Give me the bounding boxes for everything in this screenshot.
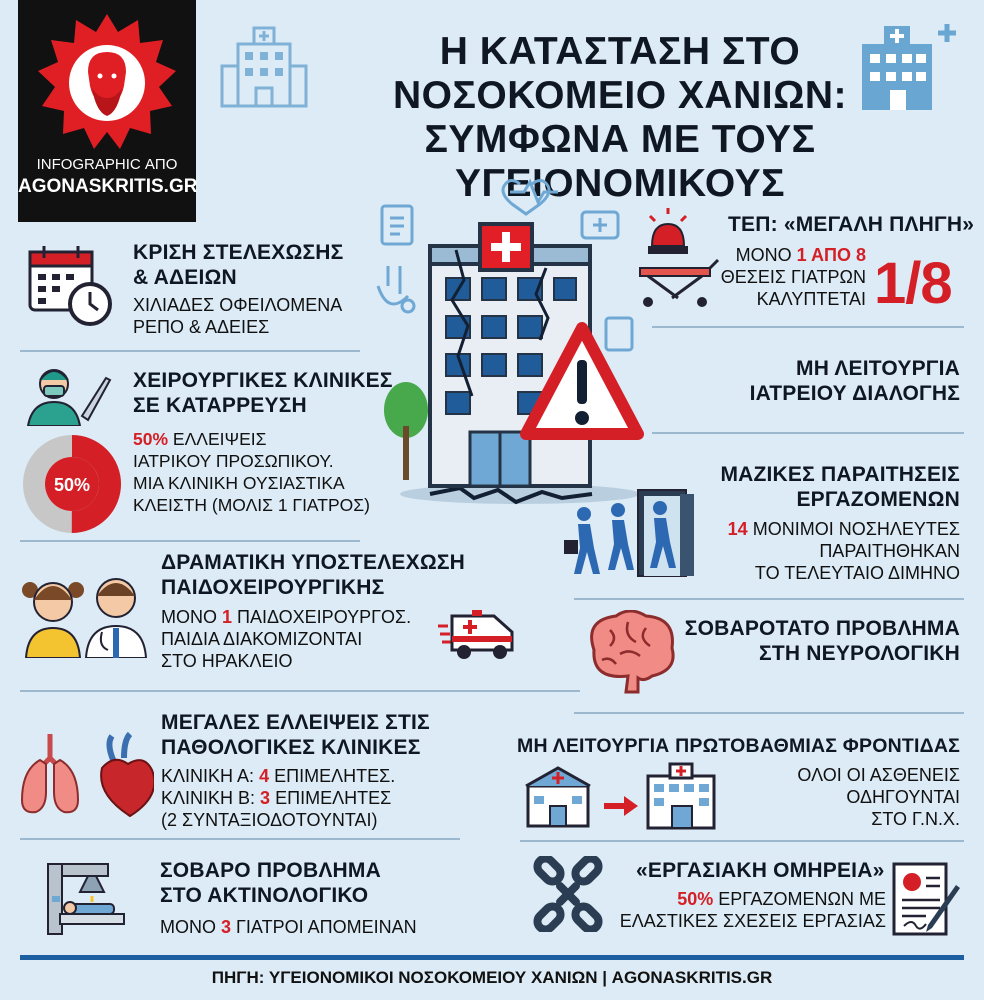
xray-scanner-icon xyxy=(44,856,130,938)
labor-title: «ΕΡΓΑΣΙΑΚΗ ΟΜΗΡΕΙΑ» xyxy=(636,859,885,882)
staff-crisis-text: ΧΙΛΙΑΔΕΣ ΟΦΕΙΛΟΜΕΝΑ ΡΕΠΟ & ΑΔΕΙΕΣ xyxy=(133,295,343,337)
staff-crisis-title: ΚΡΙΣΗ ΣΤΕΛΕΧΩΣΗΣ & ΑΔΕΙΩΝ xyxy=(133,241,344,289)
page-title: Η ΚΑΤΑΣΤΑΣΗ ΣΤΟ ΝΟΣΟΚΟΜΕΙΟ ΧΑΝΙΩΝ: ΣΥΜΦΩΝΑ ΜΕ ΤΟΥΣ ΥΓΕΙΟΝΟΜΙΚΟΥΣ xyxy=(392,30,848,205)
hospital-building-icon xyxy=(852,18,962,114)
footer-rule xyxy=(20,955,964,960)
cracked-hospital-illustration xyxy=(370,176,650,516)
divider xyxy=(652,432,964,434)
pediatric-text: ΜΟΝΟ 1 ΠΑΙΔΟΧΕΙΡΟΥΡΓΟΣ. ΠΑΙΔΙΑ ΔΙΑΚΟΜΙΖΟΝΤΑΙ ΣΤΟ ΗΡΑΚΛΕΙΟ xyxy=(161,607,412,671)
emergency-text: ΜΟΝΟ 1 ΑΠΟ 8 ΘΕΣΕΙΣ ΓΙΑΤΡΩΝ ΚΑΛΥΠΤΕΤΑΙ xyxy=(720,245,866,309)
child-doctor-icon xyxy=(20,572,148,658)
brand-badge xyxy=(18,0,196,222)
labor-text: 50% ΕΡΓΑΖΟΜΕΝΩΝ ΜΕ ΕΛΑΣΤΙΚΕΣ ΣΧΕΣΕΙΣ ΕΡΓΑΣΙΑΣ xyxy=(619,889,886,931)
hospital-building-icon xyxy=(218,22,310,112)
divider xyxy=(652,326,964,328)
resignations-title: ΜΑΖΙΚΕΣ ΠΑΡΑΙΤΗΣΕΙΣ ΕΡΓΑΖΟΜΕΝΩΝ xyxy=(720,463,960,511)
surgeon-scalpel-icon xyxy=(26,362,112,426)
contract-document-icon xyxy=(890,860,964,940)
clinic-to-hospital-icon xyxy=(524,762,724,832)
ratio-figure: 1/8 xyxy=(874,251,952,316)
ambulance-icon xyxy=(438,606,520,660)
radiology-title: ΣΟΒΑΡΟ ΠΡΟΒΛΗΜΑ ΣΤΟ ΑΚΤΙΝΟΛΟΓΙΚΟ xyxy=(160,859,381,907)
emergency-title: ΤΕΠ: «ΜΕΓΑΛΗ ΠΛΗΓΗ» xyxy=(728,213,975,236)
resignations-text: 14 ΜΟΝΙΜΟΙ ΝΟΣΗΛΕΥΤΕΣ ΠΑΡΑΙΤΗΘΗΚΑΝ ΤΟ ΤΕΛΕΥΤΑΙΟ ΔΙΜΗΝΟ xyxy=(727,519,960,583)
divider xyxy=(20,838,460,840)
footer-source: ΠΗΓΗ: ΥΓΕΙΟΝΟΜΙΚΟΙ ΝΟΣΟΚΟΜΕΙΟΥ ΧΑΝΙΩΝ | AGONASKRITIS.GR xyxy=(211,968,773,987)
donut-label: 50% xyxy=(53,475,91,495)
divider xyxy=(520,840,964,842)
staff-shortage-donut xyxy=(22,434,122,534)
divider xyxy=(574,712,964,714)
primary-care-text: ΟΛΟΙ ΟΙ ΑΣΘΕΝΕΙΣ ΟΔΗΓΟΥΝΤΑΙ ΣΤΟ Γ.Ν.Χ. xyxy=(797,765,960,829)
divider xyxy=(20,540,360,542)
neurology-title: ΣΟΒΑΡΟΤΑΤΟ ΠΡΟΒΛΗΜΑ ΣΤΗ ΝΕΥΡΟΛΟΓΙΚΗ xyxy=(684,617,960,665)
badge-site: AGONASKRITIS.GR xyxy=(18,176,198,197)
primary-care-title: ΜΗ ΛΕΙΤΟΥΡΓΙΑ ΠΡΩΤΟΒΑΘΜΙΑΣ ΦΡΟΝΤΙΔΑΣ xyxy=(517,735,960,757)
triage-title: ΜΗ ΛΕΙΤΟΥΡΓΙΑ ΙΑΤΡΕΙΟΥ ΔΙΑΛΟΓΗΣ xyxy=(749,357,960,405)
radiology-text: ΜΟΝΟ 3 ΓΙΑΤΡΟΙ ΑΠΟΜΕΙΝΑΝ xyxy=(160,917,417,937)
pathology-title: ΜΕΓΑΛΕΣ ΕΛΛΕΙΨΕΙΣ ΣΤΙΣ ΠΑΘΟΛΟΓΙΚΕΣ ΚΛΙΝΙΚΕΣ xyxy=(161,711,430,759)
surgical-title: ΧΕΙΡΟΥΡΓΙΚΕΣ ΚΛΙΝΙΚΕΣ ΣΕ ΚΑΤΑΡΡΕΥΣΗ xyxy=(133,369,393,417)
pathology-text: ΚΛΙΝΙΚΗ Α: 4 ΕΠΙΜΕΛΗΤΕΣ. ΚΛΙΝΙΚΗ Β: 3 ΕΠΙΜΕΛΗΤΕΣ (2 ΣΥΝΤΑΞΙΟΔΟΤΟΥΝΤΑΙ) xyxy=(161,766,396,830)
broken-chain-icon xyxy=(530,856,606,932)
pediatric-title: ΔΡΑΜΑΤΙΚΗ ΥΠΟΣΤΕΛΕΧΩΣΗ ΠΑΙΔΟΧΕΙΡΟΥΡΓΙΚΗΣ xyxy=(161,551,466,599)
divider xyxy=(574,598,964,600)
divider xyxy=(20,690,580,692)
surgical-text: 50% ΕΛΛΕΙΨΕΙΣ ΙΑΤΡΙΚΟΥ ΠΡΟΣΩΠΙΚΟΥ. ΜΙΑ ΚΛΙΝΙΚΗ ΟΥΣΙΑΣΤΙΚΑ ΚΛΕΙΣΤΗ (ΜΟΛΙΣ 1 ΓΙΑΤΡΟΣ) xyxy=(133,429,370,515)
calendar-clock-icon xyxy=(26,244,116,328)
divider xyxy=(20,350,360,352)
badge-caption: INFOGRAPHIC ΑΠΟ xyxy=(36,156,178,173)
logo-starburst-icon xyxy=(36,12,178,154)
lungs-heart-icon xyxy=(20,728,154,820)
